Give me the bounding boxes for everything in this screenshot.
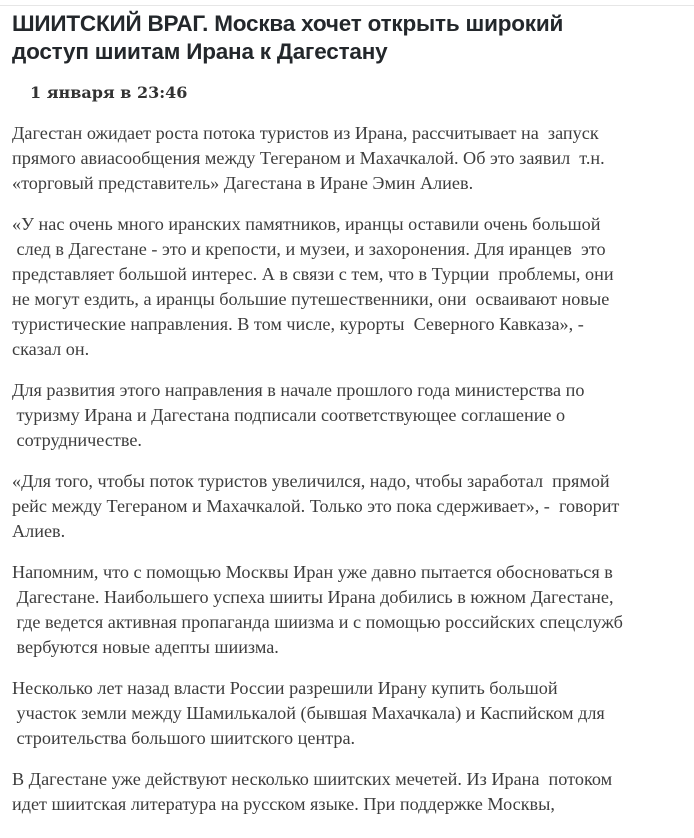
paragraph-line: туристические направления. В том числе, курорты Северного Кавказа», - xyxy=(12,314,584,334)
article-body xyxy=(12,121,692,817)
paragraph-line: вербуются новые адепты шиизма. xyxy=(12,637,279,657)
paragraph-2-quote xyxy=(12,212,692,362)
top-divider xyxy=(0,5,694,6)
paragraph-line: строительства большого шиитского центра. xyxy=(12,728,356,748)
paragraph-line: «У нас очень много иранских памятников, иранцы оставили очень большой xyxy=(12,214,601,234)
paragraph-5 xyxy=(12,560,692,660)
paragraph-line: сотрудничестве. xyxy=(12,430,142,450)
news-article xyxy=(12,10,692,833)
paragraph-line: сказал он. xyxy=(12,339,90,359)
paragraph-line: В Дагестане уже действуют несколько шиитских мечетей. Из Ирана потоком xyxy=(12,769,613,789)
paragraph-line: Для развития этого направления в начале прошлого года министерства по xyxy=(12,380,585,400)
paragraph-line: туризму Ирана и Дагестана подписали соответствующее соглашение о xyxy=(12,405,566,425)
paragraph-line: идет шиитская литература на русском языке. При поддержке Москвы, xyxy=(12,794,555,814)
paragraph-line: участок земли между Шамилькалой (бывшая Махачкала) и Каспийском для xyxy=(12,703,605,723)
paragraph-line: Напомним, что с помощью Москвы Иран уже давно пытается обосноваться в xyxy=(12,562,613,582)
paragraph-4-quote xyxy=(12,469,692,544)
paragraph-line: Дагестане. Наибольшего успеха шииты Ирана добились в южном Дагестане, xyxy=(12,587,614,607)
paragraph-1 xyxy=(12,121,692,196)
headline-line-2: доступ шиитам Ирана к Дагестану xyxy=(12,39,388,64)
paragraph-line: где ведется активная пропаганда шиизма и с помощью российских спецслужб xyxy=(12,612,623,632)
paragraph-line: «торговый представитель» Дагестана в Иране Эмин Алиев. xyxy=(12,173,474,193)
paragraph-line: «Для того, чтобы поток туристов увеличился, надо, чтобы заработал прямой xyxy=(12,471,610,491)
paragraph-line: прямого авиасообщения между Тегераном и Махачкалой. Об это заявил т.н. xyxy=(12,148,605,168)
paragraph-line: представляет большой интерес. А в связи с тем, что в Турции проблемы, они xyxy=(12,264,614,284)
article-headline xyxy=(12,10,692,66)
paragraph-line: Несколько лет назад власти России разрешили Ирану купить большой xyxy=(12,678,558,698)
headline-line-1: ШИИТСКИЙ ВРАГ. Москва хочет открыть широкий xyxy=(12,11,564,36)
paragraph-line: Алиев. xyxy=(12,521,66,541)
paragraph-line: Дагестан ожидает роста потока туристов из Ирана, рассчитывает на запуск xyxy=(12,123,599,143)
paragraph-line: не могут ездить, а иранцы большие путешественники, они осваивают новые xyxy=(12,289,610,309)
paragraph-line: рейс между Тегераном и Махачкалой. Только это пока сдерживает», - говорит xyxy=(12,496,620,516)
paragraph-7 xyxy=(12,767,692,817)
publish-date: 1 января в 23:46 xyxy=(30,83,188,102)
paragraph-6 xyxy=(12,676,692,751)
paragraph-3 xyxy=(12,378,692,453)
paragraph-line: след в Дагестане - это и крепости, и музеи, и захоронения. Для иранцев это xyxy=(12,239,606,259)
